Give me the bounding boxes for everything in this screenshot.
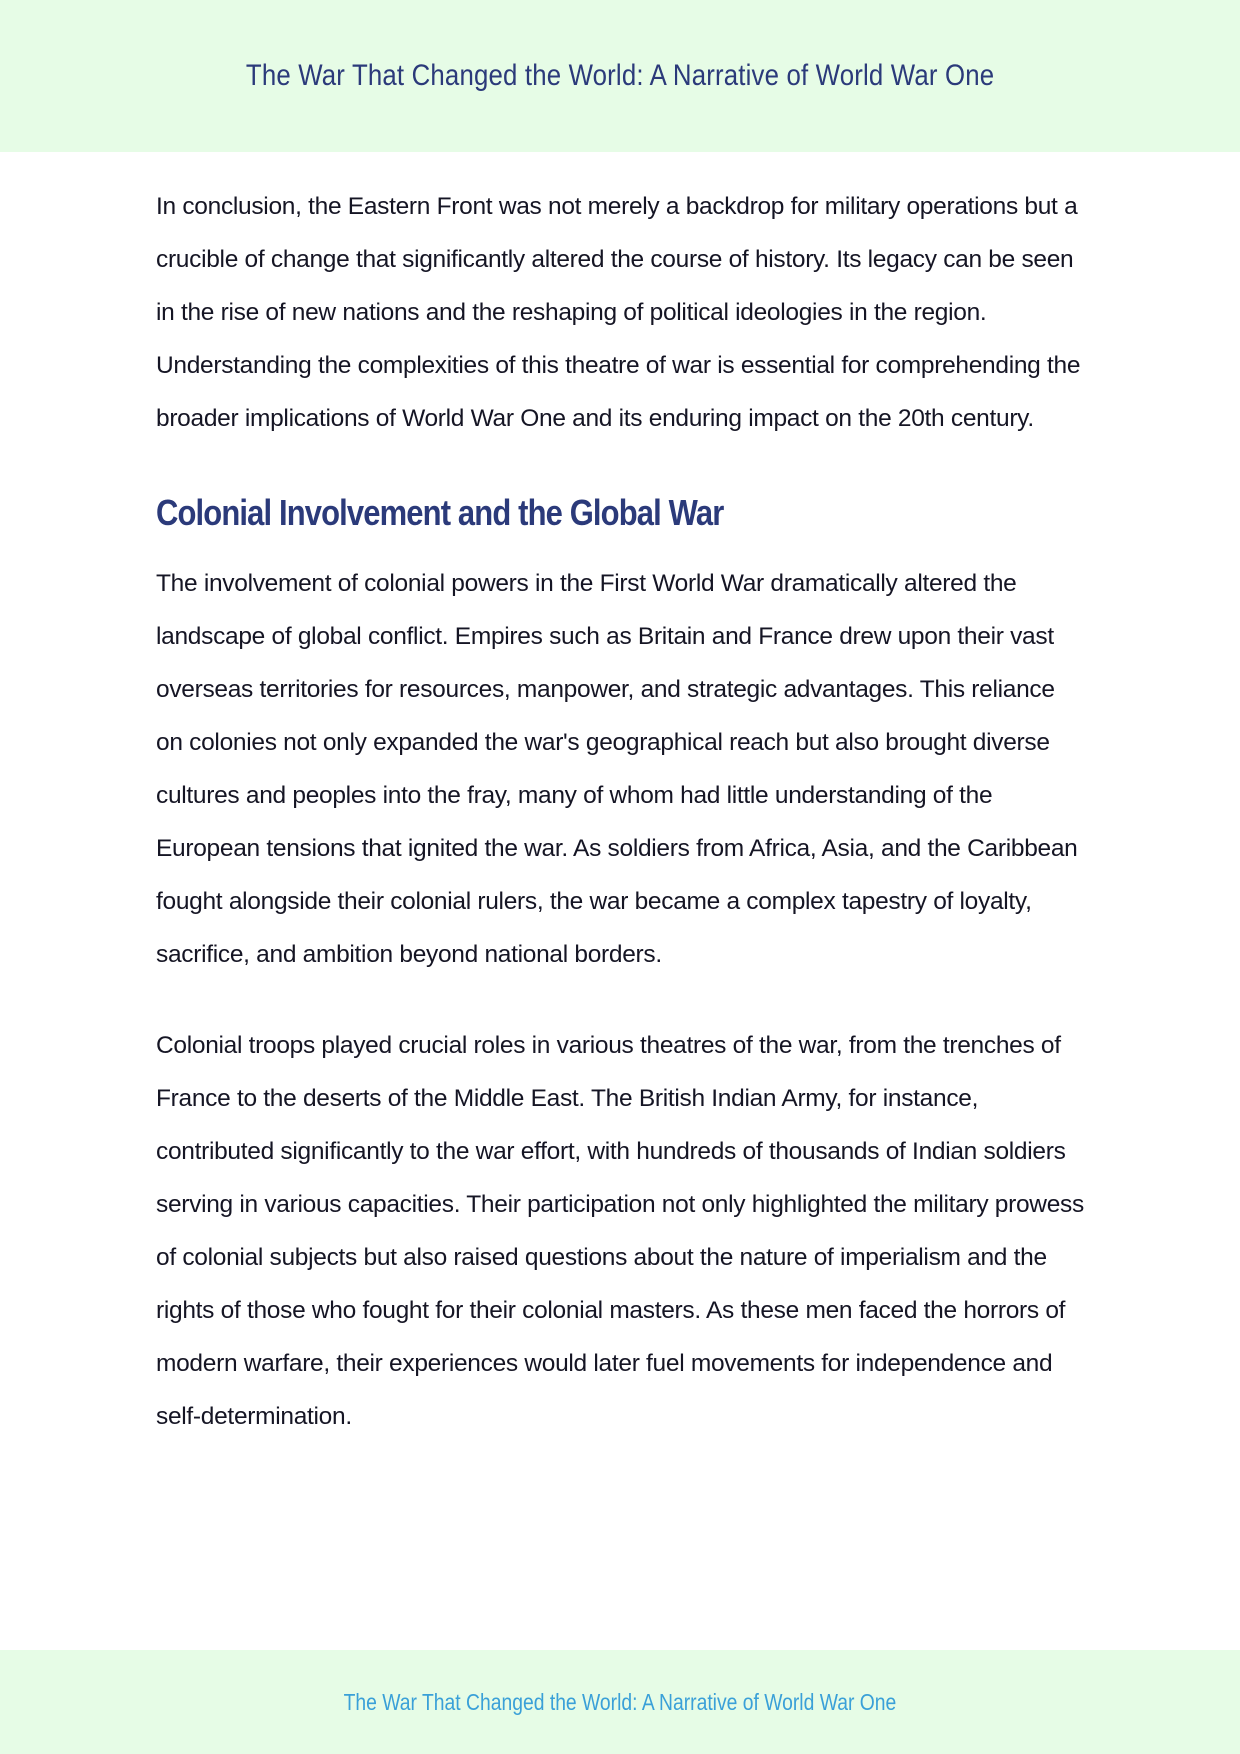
page-title: The War That Changed the World: A Narrative of World War One (245, 59, 995, 92)
footer-title: The War That Changed the World: A Narrative of World War One (343, 1688, 897, 1715)
section-heading: Colonial Involvement and the Global War (156, 492, 724, 533)
paragraph-colonial-troops: Colonial troops played crucial roles in various theatres of the war, from the trenches of France to the deserts of the Middle East. The British Indian Army, for instance, contributed significantly to the war effort, with hundreds of thousands of Indian soldiers serving in various capacities. Their participation not only highlighted the military prowess of colonial subjects but also raised questions about the nature of imperialism and the rights of those who fought for their colonial masters. As these men faced the horrors of modern warfare, their experiences would later fuel movements for independence and self-determination. (156, 1032, 1084, 1430)
document-body (156, 180, 1086, 1481)
paragraph-colonial-involvement: The involvement of colonial powers in the First World War dramatically altered the landscape of global conflict. Empires such as Britain and France drew upon their vast overseas territories for resources, manpower, and strategic advantages. This reliance on colonies not only expanded the war's geographical reach but also brought diverse cultures and peoples into the fray, many of whom had little understanding of the European tensions that ignited the war. As soldiers from Africa, Asia, and the Caribbean fought alongside their colonial rulers, the war became a complex tapestry of loyalty, sacrifice, and ambition beyond national borders. (156, 570, 1078, 968)
page-footer (0, 1650, 1240, 1754)
page-header (0, 0, 1240, 152)
paragraph-eastern-front-conclusion: In conclusion, the Eastern Front was not merely a backdrop for military operations but a crucible of change that significantly altered the course of history. Its legacy can be seen in the rise of new nations and the reshaping of political ideologies in the region. Understanding the complexities of this theatre of war is essential for comprehending the broader implications of World War One and its enduring impact on the 20th century. (156, 193, 1081, 432)
